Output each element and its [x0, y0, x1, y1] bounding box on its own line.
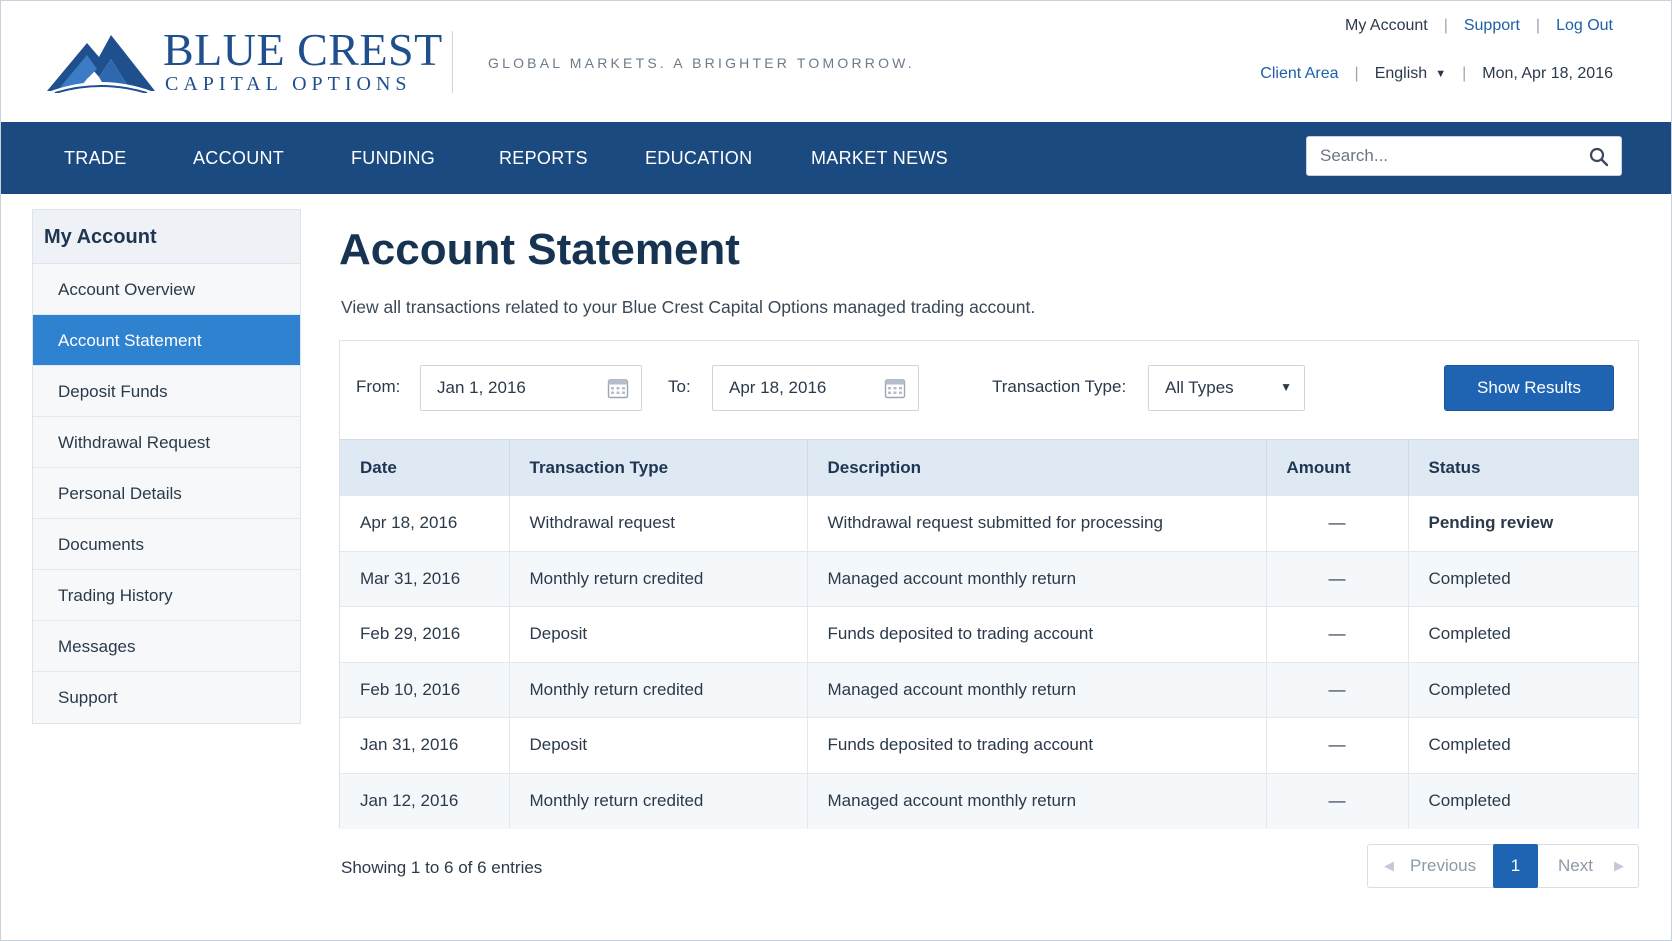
nav-reports[interactable]: REPORTS [499, 148, 588, 168]
chevron-right-icon: ▶ [1614, 858, 1624, 873]
transaction-type-label: Transaction Type: [992, 377, 1127, 396]
sidebar-item-trading-history[interactable]: Trading History [33, 570, 300, 621]
page-title: Account Statement [339, 225, 740, 274]
site-header [1, 1, 1671, 122]
column-header-date[interactable]: Date [340, 440, 509, 496]
next-page-button[interactable] [1538, 845, 1638, 887]
sidebar-item-documents[interactable]: Documents [33, 519, 300, 570]
brand-tagline: GLOBAL MARKETS. A BRIGHTER TOMORROW. [488, 55, 915, 71]
cell-description: Funds deposited to trading account [807, 718, 1266, 774]
calendar-icon[interactable] [884, 377, 906, 399]
cell-amount: — [1266, 551, 1408, 607]
sidebar-item-messages[interactable]: Messages [33, 621, 300, 672]
table-header-row [340, 440, 1638, 496]
table-row [340, 607, 1638, 663]
cell-status: Completed [1408, 662, 1638, 718]
cell-date: Jan 31, 2016 [340, 718, 509, 774]
cell-status: Completed [1408, 718, 1638, 774]
column-header-status[interactable]: Status [1408, 440, 1638, 496]
language-label: English [1374, 65, 1428, 82]
brand-subtitle: CAPITAL OPTIONS [165, 73, 412, 95]
cell-transaction-type: Monthly return credited [509, 662, 807, 718]
transaction-type-select[interactable] [1148, 365, 1305, 411]
sidebar-item-support[interactable]: Support [33, 672, 300, 723]
sidebar-item-personal-details[interactable]: Personal Details [33, 468, 300, 519]
pagination [1367, 844, 1639, 888]
chevron-down-icon: ▼ [1280, 380, 1292, 394]
nav-market-news[interactable]: MARKET NEWS [811, 148, 948, 168]
my-account-link[interactable]: My Account [1345, 17, 1428, 34]
sidebar-item-withdrawal-request[interactable]: Withdrawal Request [33, 417, 300, 468]
page-description: View all transactions related to your Blue Crest Capital Options managed trading account. [341, 297, 1036, 317]
nav-account[interactable]: ACCOUNT [193, 148, 285, 168]
from-label: From: [356, 377, 401, 396]
cell-description: Funds deposited to trading account [807, 607, 1266, 663]
nav-trade[interactable]: TRADE [64, 148, 127, 168]
from-date-field [420, 365, 642, 411]
main-navigation [1, 122, 1671, 194]
cell-status: Completed [1408, 607, 1638, 663]
cell-status: Completed [1408, 773, 1638, 829]
table-row [340, 662, 1638, 718]
brand-name: BLUE CREST [163, 24, 443, 75]
column-header-transaction-type[interactable]: Transaction Type [509, 440, 807, 496]
previous-page-button[interactable] [1368, 845, 1493, 887]
page-number-button[interactable]: 1 [1493, 844, 1538, 888]
show-results-button[interactable]: Show Results [1444, 365, 1614, 411]
cell-description: Managed account monthly return [807, 551, 1266, 607]
cell-amount: — [1266, 718, 1408, 774]
column-header-amount[interactable]: Amount [1266, 440, 1408, 496]
cell-amount: — [1266, 773, 1408, 829]
separator: | [1535, 17, 1541, 34]
support-link[interactable]: Support [1463, 17, 1520, 34]
utility-links-bottom [1260, 65, 1613, 83]
transaction-type-value: All Types [1165, 378, 1234, 397]
table-row [340, 773, 1638, 829]
separator: | [1354, 65, 1359, 82]
cell-date: Mar 31, 2016 [340, 551, 509, 607]
search-input[interactable] [1307, 137, 1577, 175]
cell-transaction-type: Withdrawal request [509, 496, 807, 552]
language-selector[interactable] [1375, 65, 1446, 83]
previous-label: Previous [1410, 856, 1477, 875]
sidebar-item-account-overview[interactable]: Account Overview [33, 264, 300, 315]
transactions-table [340, 439, 1638, 829]
from-date-input[interactable] [421, 366, 601, 410]
log-out-link[interactable]: Log Out [1556, 17, 1613, 34]
sidebar-item-deposit-funds[interactable]: Deposit Funds [33, 366, 300, 417]
cell-transaction-type: Deposit [509, 607, 807, 663]
cell-description: Managed account monthly return [807, 773, 1266, 829]
cell-status: Pending review [1408, 496, 1638, 552]
separator: | [1443, 17, 1448, 34]
cell-date: Apr 18, 2016 [340, 496, 509, 552]
mountain-logo-icon [47, 29, 155, 93]
table-row [340, 551, 1638, 607]
cell-date: Feb 29, 2016 [340, 607, 509, 663]
sidebar-title: My Account [33, 210, 300, 264]
cell-amount: — [1266, 662, 1408, 718]
statement-panel [339, 340, 1639, 828]
separator: | [1462, 65, 1467, 82]
account-sidebar [32, 209, 301, 724]
search-box [1306, 136, 1622, 176]
nav-funding[interactable]: FUNDING [351, 148, 436, 168]
search-icon[interactable] [1589, 147, 1609, 167]
cell-amount: — [1266, 496, 1408, 552]
brand-logo[interactable] [47, 24, 443, 97]
cell-date: Feb 10, 2016 [340, 662, 509, 718]
filter-bar [340, 341, 1638, 439]
cell-transaction-type: Monthly return credited [509, 551, 807, 607]
cell-description: Withdrawal request submitted for processing [807, 496, 1266, 552]
entries-count: Showing 1 to 6 of 6 entries [341, 858, 543, 877]
column-header-description[interactable]: Description [807, 440, 1266, 496]
current-date: Mon, Apr 18, 2016 [1482, 65, 1613, 82]
cell-description: Managed account monthly return [807, 662, 1266, 718]
chevron-down-icon: ▼ [1435, 68, 1447, 80]
table-row [340, 496, 1638, 552]
table-row [340, 718, 1638, 774]
chevron-left-icon: ◀ [1384, 858, 1394, 873]
cell-transaction-type: Monthly return credited [509, 773, 807, 829]
cell-transaction-type: Deposit [509, 718, 807, 774]
client-area-link[interactable]: Client Area [1260, 65, 1339, 82]
cell-status: Completed [1408, 551, 1638, 607]
cell-date: Jan 12, 2016 [340, 773, 509, 829]
cell-amount: — [1266, 607, 1408, 663]
header-divider [452, 31, 453, 93]
calendar-icon[interactable] [607, 377, 629, 399]
next-label: Next [1558, 856, 1593, 875]
utility-links-top [1345, 17, 1613, 35]
to-date-field [712, 365, 919, 411]
to-date-input[interactable] [713, 366, 893, 410]
to-label: To: [668, 377, 691, 396]
sidebar-item-account-statement[interactable]: Account Statement [33, 315, 300, 366]
nav-education[interactable]: EDUCATION [645, 148, 753, 168]
